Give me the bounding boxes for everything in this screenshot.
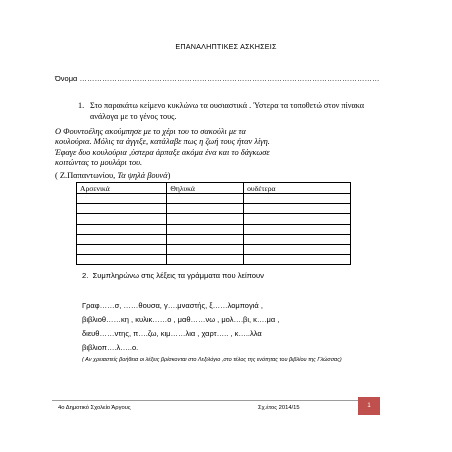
table-cell[interactable] bbox=[77, 234, 167, 244]
words-line: διευθ……ντης, π….ζω, κιμ……λια , χαρτ….. , κ…..λλα bbox=[82, 329, 262, 338]
table-row bbox=[77, 224, 351, 234]
name-field-line bbox=[55, 74, 379, 83]
table-cell[interactable] bbox=[167, 234, 244, 244]
table-row bbox=[77, 194, 351, 204]
table-cell[interactable] bbox=[167, 204, 244, 214]
header-neuter: ουδέτερα bbox=[244, 183, 351, 194]
table-cell[interactable] bbox=[77, 204, 167, 214]
table-cell[interactable] bbox=[167, 244, 244, 254]
footer-school-year: Σχ.έτος 2014/15 bbox=[258, 405, 300, 411]
exercise-2-instruction: Συμπληρώνω στις λέξεις τα γράμματα που λείπουν bbox=[92, 271, 264, 280]
table-cell[interactable] bbox=[167, 255, 244, 265]
table-row bbox=[77, 244, 351, 254]
exercise-1-instruction: Στο παρακάτω κείμενο κυκλώνω τα ουσιαστικά . Ύστερα τα τοποθετώ στον πίνακα ανάλογα με το γένος τους. bbox=[90, 101, 365, 121]
gender-table bbox=[76, 182, 351, 265]
table-cell[interactable] bbox=[167, 194, 244, 204]
passage-line: κουλούρια. Μόλις τα άγγιξε, κατάλαβε πως η ζωή τους ήταν λίγη. bbox=[55, 137, 270, 147]
exercise-1 bbox=[78, 100, 390, 122]
name-label: Όνομα bbox=[55, 74, 78, 83]
page-number-badge: 1 bbox=[358, 397, 380, 415]
exercise-1-number: 1. bbox=[78, 101, 85, 110]
table-cell[interactable] bbox=[244, 244, 351, 254]
table-cell[interactable] bbox=[167, 214, 244, 224]
table-row bbox=[77, 204, 351, 214]
header-feminine: Θηλυκά bbox=[167, 183, 244, 194]
header-masculine: Αρσενικά bbox=[77, 183, 167, 194]
words-line: βιβλιοθ……κη , κυλικ……ο , μαθ……νω , μολ….βι, κ….μα , bbox=[82, 315, 280, 324]
table-cell[interactable] bbox=[244, 194, 351, 204]
words-line: βιβλιοπ….λ…..ο. bbox=[82, 343, 139, 352]
table-header-row bbox=[77, 183, 351, 194]
footer-divider bbox=[52, 400, 358, 401]
table-cell[interactable] bbox=[244, 204, 351, 214]
table-cell[interactable] bbox=[244, 224, 351, 234]
exercise-2 bbox=[82, 271, 264, 280]
passage-line: κοιτώντας το μουλάρι του. bbox=[55, 158, 143, 168]
table-row bbox=[77, 214, 351, 224]
table-cell[interactable] bbox=[244, 255, 351, 265]
table-cell[interactable] bbox=[167, 224, 244, 234]
table-row bbox=[77, 234, 351, 244]
passage-source bbox=[55, 171, 170, 180]
passage-line: Έφαγε δυο κουλούρια ,ύστερα άρπαξε ακόμα ένα και το δάγκωσε bbox=[55, 147, 270, 157]
page-title: ΕΠΑΝΑΛΗΠΤΙΚΕΣ ΑΣΚΗΣΕΙΣ bbox=[175, 42, 277, 51]
exercise-2-number: 2. bbox=[82, 271, 89, 280]
table-row bbox=[77, 255, 351, 265]
table-cell[interactable] bbox=[77, 214, 167, 224]
name-blank: ………………………………………………………………………………………………………… bbox=[79, 74, 380, 83]
fill-in-words bbox=[82, 299, 279, 355]
reading-passage bbox=[55, 127, 400, 169]
table-cell[interactable] bbox=[77, 244, 167, 254]
source-author: ( Ζ.Παπαντωνίου, bbox=[55, 171, 116, 180]
help-note: ( Αν χρειαστείς βοήθεια οι λέξεις βρίσκονται στο Λεξιλόγιο ,στο τέλος της ενότητας του βιβλίου της Γλώσσας) bbox=[82, 357, 342, 363]
source-title: Τα ψηλά βουνά bbox=[117, 171, 168, 180]
words-line: Γραφ……σ, ……θουσα, γ….μναστής, ξ……λομπογιά , bbox=[82, 301, 263, 310]
table-cell[interactable] bbox=[244, 234, 351, 244]
table-cell[interactable] bbox=[244, 214, 351, 224]
table-cell[interactable] bbox=[77, 255, 167, 265]
table-cell[interactable] bbox=[77, 194, 167, 204]
source-close: ) bbox=[167, 171, 171, 180]
passage-line: Ο Φουντοέλης ακούμπησε με το χέρι του το σακούλι με τα bbox=[55, 127, 246, 136]
footer-school: 4ο Δημοτικό Σχολείο Άργους bbox=[58, 405, 131, 411]
table-cell[interactable] bbox=[77, 224, 167, 234]
